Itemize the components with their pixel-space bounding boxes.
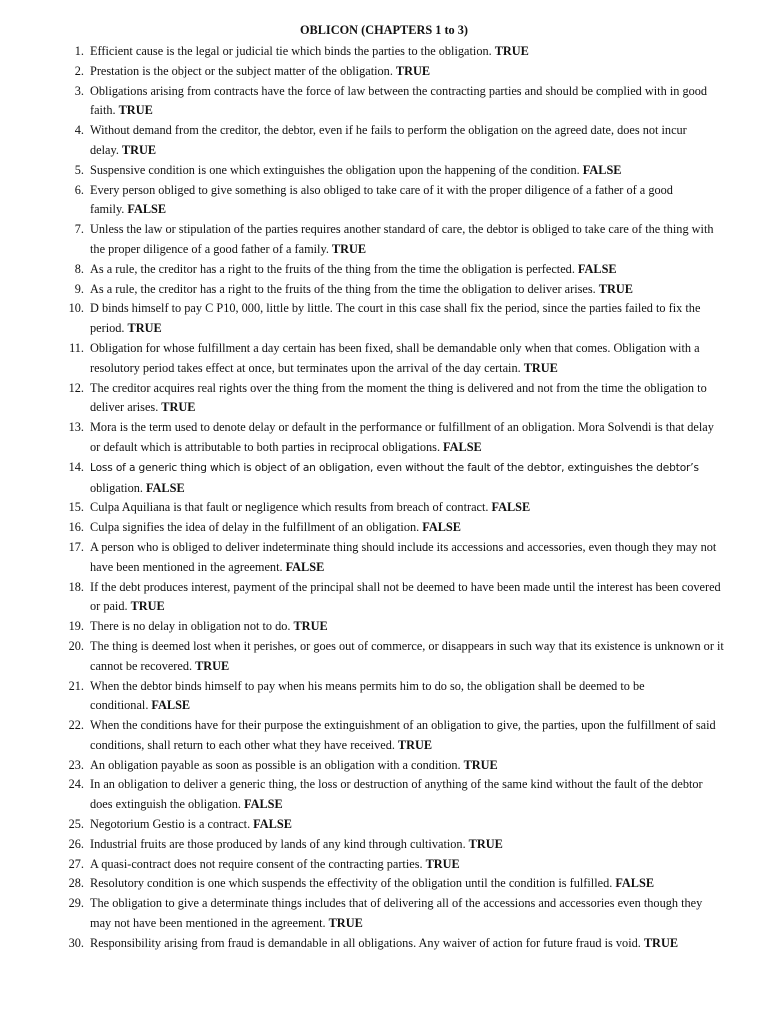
item-text: Negotorium Gestio is a contract. [90,817,251,832]
item-text-block [90,82,724,122]
item-text-block [90,934,724,954]
item-answer: TRUE [397,737,433,752]
item-text: Resolutory condition is one which suspends the effectivity of the obligation until the condition is fulfilled. [90,876,613,891]
list-item [60,82,724,122]
list-item [60,181,724,221]
item-text-block [90,835,724,855]
item-number: 2. [74,63,84,78]
item-text: As a rule, the creditor has a right to the fruits of the thing from the time the obligation is perfected. [90,261,575,276]
item-answer: TRUE [195,658,230,673]
item-text-block [90,716,724,756]
item-text: An obligation payable as soon as possible is an obligation with a condition. [90,757,461,772]
item-number: 15. [68,500,84,515]
item-answer: TRUE [161,400,196,415]
item-text-block [90,677,724,717]
item-answer: TRUE [494,44,529,58]
item-number: 11. [69,340,84,355]
item-number: 10. [68,301,84,316]
list-item [60,339,724,379]
item-text-block [90,578,724,618]
item-text: Obligations arising from contracts have the force of law between the contracting parties and should be complied with in good faith. [90,83,708,118]
item-number: 19. [68,619,84,634]
item-number: 20. [68,638,84,653]
item-number: 18. [68,579,84,594]
list-item [60,637,724,677]
list-item [60,538,724,578]
item-number: 6. [74,182,84,197]
list-item [60,299,724,339]
item-answer: TRUE [425,856,460,871]
item-answer: FALSE [582,162,622,177]
item-answer: TRUE [127,321,162,336]
item-answer: FALSE [145,480,185,495]
item-answer: FALSE [243,797,283,812]
item-text: A person who is obliged to deliver indeterminate thing should include its accessions and accessories, even though they may not have been mentioned in the agreement. [90,539,717,574]
list-item [60,677,724,717]
list-item [60,855,724,875]
item-number: 12. [68,380,84,395]
item-number: 29. [68,896,84,911]
item-text-block [90,418,724,458]
item-text: Unless the law or stipulation of the parties requires another standard of care, the debtor is obliged to take care of the thing with the proper diligence of a good father of a family. [90,222,714,256]
item-text: The obligation to give a determinate things includes that of delivering all of the accessions and accessories even though they may not have been mentioned in the agreement. [90,896,703,931]
item-text: Every person obliged to give something is also obliged to take care of it with the proper diligence of a father of a good family. [90,182,673,217]
item-number: 22. [68,718,84,733]
item-text: There is no delay in obligation not to do. [90,619,291,634]
list-item [60,578,724,618]
item-text-continued: obligation. [90,480,143,495]
item-text: Loss of a generic thing which is object of an obligation, even without the fault of the debtor, extinguishes the debtor’s [90,461,699,474]
item-text-block [90,874,724,894]
item-number: 5. [74,162,84,177]
item-number: 1. [74,44,84,58]
item-text-block [90,815,724,835]
item-number: 21. [68,678,84,693]
item-text: Obligation for whose fulfillment a day certain has been fixed, shall be demandable only when that comes. Obligation with a resolutory period takes effect at once, but terminates upon the arrival of the day certain. [90,340,700,375]
item-text: Culpa Aquiliana is that fault or negligence which results from breach of contract. [90,500,489,515]
item-number: 14. [68,459,84,474]
item-answer: TRUE [395,63,431,78]
item-number: 3. [74,83,84,98]
item-number: 17. [68,539,84,554]
item-text: Prestation is the object or the subject matter of the obligation. [90,63,393,78]
item-text-block [90,220,724,260]
item-text-block [90,339,724,379]
list-item [60,934,724,954]
list-item [60,379,724,419]
item-answer: TRUE [598,281,633,296]
item-text-block [90,260,724,280]
item-text: When the conditions have for their purpose the extinguishment of an obligation to give, the parties, upon the fulfillment of said conditions, shall return to each other what they have received. [90,718,716,752]
item-answer: TRUE [468,836,503,851]
question-list [60,42,724,954]
item-text-block [90,161,724,181]
item-text: If the debt produces interest, payment of the principal shall not be deemed to have been made until the interest has been covered or paid. [90,579,721,614]
item-text-block [90,280,724,300]
list-item [60,617,724,637]
item-number: 30. [68,935,84,950]
page-title: OBLICON (CHAPTERS 1 to 3) [299,23,469,37]
item-text-block [90,756,724,776]
list-item [60,418,724,458]
item-text-block [90,181,724,221]
item-text: Responsibility arising from fraud is demandable in all obligations. Any waiver of action for future fraud is void. [90,935,641,950]
list-item [60,756,724,776]
list-item [60,716,724,756]
item-text: In an obligation to deliver a generic thing, the loss or destruction of anything of the same kind without the fault of the debtor does extinguish the obligation. [90,777,703,812]
item-text: The creditor acquires real rights over the thing from the moment the thing is delivered and not from the time the obligation to deliver arises. [90,380,707,415]
item-text: Efficient cause is the legal or judicial tie which binds the parties to the obligation. [90,44,492,58]
item-answer: FALSE [491,500,531,515]
item-answer: TRUE [463,757,498,772]
item-number: 25. [68,817,84,832]
list-item [60,835,724,855]
item-answer: TRUE [523,360,558,375]
item-number: 16. [68,520,84,535]
item-number: 28. [68,876,84,891]
list-item [60,42,724,62]
item-answer: FALSE [615,876,655,891]
list-item [60,260,724,280]
item-text: Mora is the term used to denote delay or default in the performance or fulfillment of an obligation. Mora Solvendi is that delay or default which is attributable to both parties in reciprocal obligations. [90,420,714,454]
item-number: 7. [74,222,84,237]
list-item [60,62,724,82]
item-number: 26. [68,836,84,851]
list-item [60,458,724,499]
item-answer: TRUE [293,619,328,634]
item-answer: FALSE [151,698,191,713]
item-text: Suspensive condition is one which extinguishes the obligation upon the happening of the condition. [90,162,580,177]
list-item [60,874,724,894]
item-answer: FALSE [443,439,482,454]
item-number: 4. [74,123,84,138]
item-text-block [90,894,724,934]
list-item [60,775,724,815]
item-text-block [90,42,724,62]
item-text-block [90,775,724,815]
item-answer: TRUE [121,142,157,157]
item-number: 27. [68,856,84,871]
list-item [60,161,724,181]
item-answer: FALSE [422,520,461,535]
item-text-block [90,458,724,499]
item-answer: TRUE [328,916,363,931]
item-text: As a rule, the creditor has a right to the fruits of the thing from the time the obligation to deliver arises. [90,281,596,296]
item-text-block [90,518,724,538]
item-answer: TRUE [118,103,153,118]
item-number: 24. [68,777,84,792]
item-text: When the debtor binds himself to pay when his means permits him to do so, the obligation shall be deemed to be conditional. [90,678,645,713]
item-text: Without demand from the creditor, the debtor, even if he fails to perform the obligation on the agreed date, does not incur delay. [90,123,687,157]
list-item [60,815,724,835]
item-text-block [90,855,724,875]
item-text: Culpa signifies the idea of delay in the fulfillment of an obligation. [90,520,420,535]
list-item [60,894,724,934]
item-answer: FALSE [577,261,617,276]
item-text: D binds himself to pay C P10, 000, little by little. The court in this case shall fix the period, since the parties failed to fix the period. [90,301,701,336]
item-text-block [90,538,724,578]
list-item [60,280,724,300]
item-number: 23. [68,757,84,772]
item-answer: FALSE [285,559,325,574]
item-answer: FALSE [127,202,167,217]
item-number: 8. [74,261,84,276]
item-number: 9. [74,281,84,296]
item-answer: TRUE [331,241,367,256]
item-text: A quasi-contract does not require consent of the contracting parties. [90,856,423,871]
list-item [60,121,724,161]
item-text-block [90,121,724,161]
item-answer: TRUE [130,599,165,614]
item-text-block [90,637,724,677]
item-text: The thing is deemed lost when it perishes, or goes out of commerce, or disappears in such way that its existence is unknown or it cannot be recovered. [90,638,724,673]
item-text-block [90,379,724,419]
item-answer: TRUE [643,935,679,950]
item-text-block [90,617,724,637]
list-item [60,498,724,518]
list-item [60,220,724,260]
item-text-block [90,498,724,518]
list-item [60,518,724,538]
item-text: Industrial fruits are those produced by lands of any kind through cultivation. [90,836,466,851]
item-text-block [90,299,724,339]
item-number: 13. [68,420,84,435]
item-text-block [90,62,724,82]
item-answer: FALSE [253,817,292,832]
